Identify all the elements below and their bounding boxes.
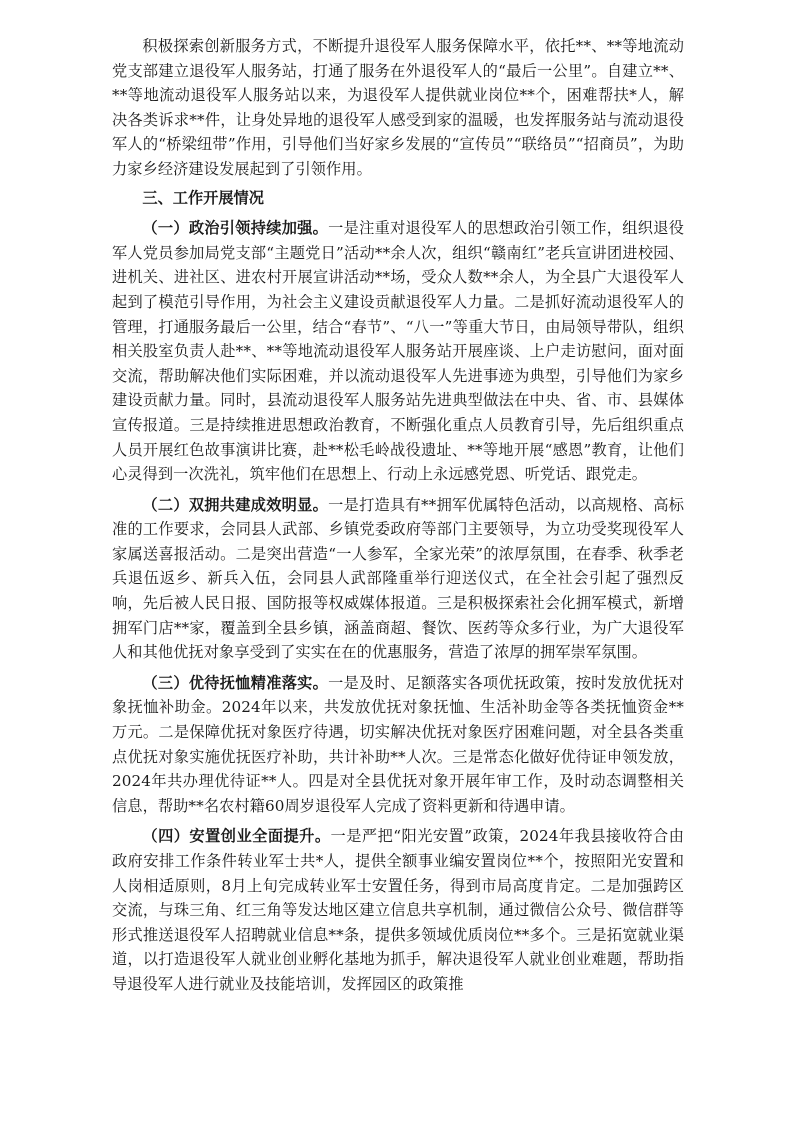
section-title-3: （三）优待抚恤精准落实。 [142, 673, 329, 692]
section-body-3: 一是及时、足额落实各项优抚政策，按时发放优抚对象抚恤补助金。2024年以来，共发放优抚对象抚恤、生活补助金等各类抚恤资金**万元。二是保障优抚对象医疗待遇，切实解决优抚对象医疗困难问题，对全县各类重点优抚对象实施优抚医疗补助，共计补助**人次。三是常态化做好优待证申领发放，2024年共办理优待证**人。四是对全县优抚对象开展年审工作，及时动态调整相关信息，帮助**名农村籍60周岁退役军人完成了资料更新和待遇申请。 [112, 673, 684, 815]
section-heading: 三、工作开展情况 [142, 188, 264, 207]
section-title-1: （一）政治引领持续加强。 [142, 219, 329, 238]
section-paragraph-3 [112, 671, 684, 819]
section-paragraph-2 [112, 493, 684, 665]
section-paragraph-4 [112, 824, 684, 996]
document-page [112, 34, 684, 997]
section-body-2: 一是打造具有**拥军优属特色活动，以高规格、高标准的工作要求，会同县人武部、乡镇党委政府等部门主要领导，为立功受奖现役军人家属送喜报活动。二是突出营造“一人参军，全家光荣”的浓厚氛围，在春季、秋季老兵退伍返乡、新兵入伍，会同县人武部隆重举行迎送仪式，在全社会引起了强烈反响，先后被人民日报、国防报等权威媒体报道。三是积极探索社会化拥军模式，新增拥军门店**家，覆盖到全县乡镇，涵盖商超、餐饮、医药等众多行业，为广大退役军人和其他优抚对象享受到了实实在在的优惠服务，营造了浓厚的拥军崇军氛围。 [112, 495, 685, 662]
section-body-1: 一是注重对退役军人的思想政治引领工作，组织退役军人党员参加局党支部“主题党日”活动**余人次，组织“赣南红”老兵宣讲团进校园、进机关、进社区、进农村开展宣讲活动**场，受众人数**余人，为全县广大退役军人起到了模范引导作用，为社会主义建设贡献退役军人力量。二是抓好流动退役军人的管理，打通服务最后一公里，结合“春节”、“八一”等重大节日，由局领导带队，组织相关股室负责人赴**、**等地流动退役军人服务站开展座谈、上户走访慰问，面对面交流，帮助解决他们实际困难，并以流动退役军人先进事迹为典型，引导他们为家乡建设贡献力量。同时，县流动退役军人服务站先进典型做法在中央、省、市、县媒体宣传报道。三是持续推进思想政治教育，不断强化重点人员教育引导，先后组织重点人员开展红色故事演讲比赛，赴**松毛岭战役遗址、**等地开展“感恩”教育，让他们心灵得到一次洗礼，筑牢他们在思想上、行动上永远感党恩、听党话、跟党走。 [112, 219, 684, 484]
section-paragraph-1 [112, 216, 684, 487]
section-title-4: （四）安置创业全面提升。 [142, 827, 331, 846]
section-body-4: 一是严把“阳光安置”政策，2024年我县接收符合由政府安排工作条件转业军士共*人，提供全额事业编安置岗位**个，按照阳光安置和人岗相适原则，8月上旬完成转业军士安置任务，得到市局高度肯定。二是加强跨区交流，与珠三角、红三角等发达地区建立信息共享机制，通过微信公众号、微信群等形式推送退役军人招聘就业信息**条，提供多领域优质岗位**多个。三是拓宽就业渠道，以打造退役军人就业创业孵化基地为抓手，解决退役军人就业创业难题，帮助指导退役军人进行就业及技能培训，发挥园区的政策推 [112, 827, 685, 993]
section-title-2: （二）双拥共建成效明显。 [142, 495, 329, 514]
intro-paragraph: 积极探索创新服务方式，不断提升退役军人服务保障水平，依托**、**等地流动党支部建立退役军人服务站，打通了服务在外退役军人的“最后一公里”。自建立**、**等地流动退役军人服务站以来，为退役军人提供就业岗位**个，困难帮扶*人，解决各类诉求**件，让身处异地的退役军人感受到家的温暖，也发挥服务站与流动退役军人的“桥梁纽带”作用，引导他们当好家乡发展的“宣传员”“联络员”“招商员”，为助力家乡经济建设发展起到了引领作用。 [112, 37, 684, 178]
